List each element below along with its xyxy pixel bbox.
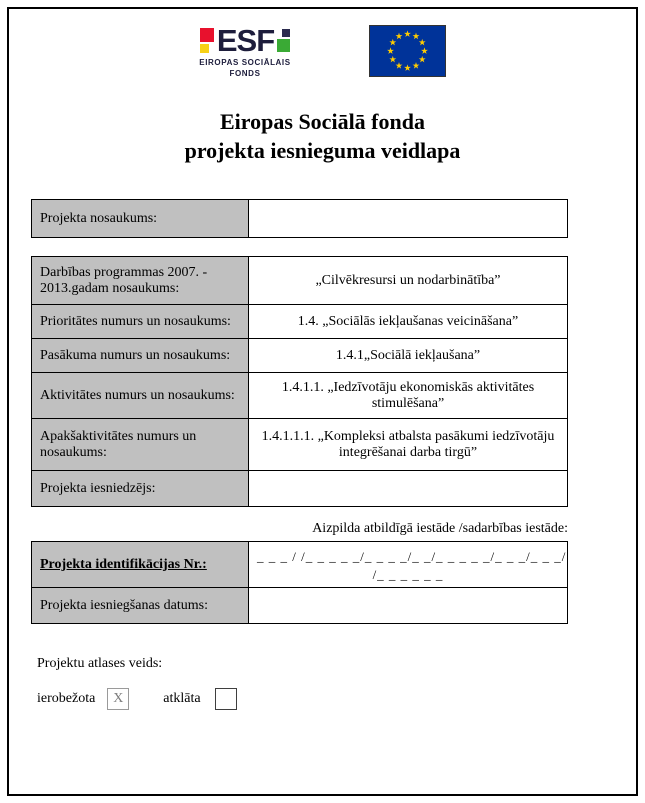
table-row (32, 373, 568, 419)
project-name-label: Projekta nosaukums: (32, 200, 249, 238)
submission-date-value (249, 588, 568, 624)
authority-table (31, 541, 568, 624)
restricted-checkbox[interactable]: X (107, 688, 129, 710)
form-title-line2: projekta iesnieguma veidlapa (184, 137, 461, 163)
esf-red-square-icon (200, 28, 214, 42)
form-title-line1: Eiropas Sociālā fonda (220, 109, 425, 134)
table-row (32, 471, 568, 507)
selection-type-row (37, 688, 636, 710)
project-id-blank-line1: _ _ _ / /_ _ _ _ _/_ _ _ _/_ _/_ _ _ _ _/_ _ _/_ _ _/ (257, 549, 567, 565)
open-option-label: atklāta (163, 691, 201, 707)
esf-subtitle-line1: EIROPAS SOCIĀLAIS (199, 58, 291, 67)
submission-date-label: Projekta iesniegšanas datums: (32, 588, 249, 624)
priority-value: 1.4. „Sociālās iekļaušanas veicināšana” (249, 305, 568, 339)
esf-wordmark: ESF (216, 23, 275, 58)
table-row (32, 305, 568, 339)
measure-label: Pasākuma numurs un nosaukums: (32, 339, 249, 373)
subactivity-value: 1.4.1.1.1. „Kompleksi atbalsta pasākumi iedzīvotāju integrēšanai darba tirgū” (249, 419, 568, 471)
applicant-label: Projekta iesniedzējs: (32, 471, 249, 507)
esf-subtitle-line2: FONDS (229, 69, 261, 78)
project-id-value (249, 542, 568, 588)
selection-type-title: Projektu atlases veids: (37, 656, 163, 672)
priority-label: Prioritātes numurs un nosaukums: (32, 305, 249, 339)
subactivity-label: Apakšaktivitātes numurs un nosaukums: (32, 419, 249, 471)
authority-fill-note: Aizpilda atbildīgā iestāde /sadarbības iestāde: (312, 521, 568, 537)
programme-label: Darbības programmas 2007. - 2013.gadam nosaukums: (32, 257, 249, 305)
activity-value: 1.4.1.1. „Iedzīvotāju ekonomiskās aktivitātes stimulēšana” (249, 373, 568, 419)
esf-green-square-icon (277, 39, 290, 52)
table-row (32, 419, 568, 471)
table-row (32, 339, 568, 373)
programme-value: „Cilvēkresursi un nodarbinātība” (249, 257, 568, 305)
table-row (32, 542, 568, 588)
esf-right-squares (277, 29, 290, 52)
table-row (32, 257, 568, 305)
measure-value: 1.4.1„Sociālā iekļaušana” (249, 339, 568, 373)
project-id-label: Projekta identifikācijas Nr.: (32, 542, 249, 588)
project-name-value (249, 200, 568, 238)
project-id-blank-line2: /_ _ _ _ _ _ (372, 566, 444, 582)
project-name-table (31, 199, 568, 238)
esf-yellow-square-icon (200, 44, 209, 53)
esf-left-squares (200, 28, 214, 53)
table-row (32, 588, 568, 624)
activity-label: Aktivitātes numurs un nosaukums: (32, 373, 249, 419)
header-logos (9, 25, 636, 78)
table-row (32, 200, 568, 238)
esf-dark-square-icon (282, 29, 290, 37)
esf-logo (199, 25, 290, 78)
open-checkbox[interactable] (215, 688, 237, 710)
eu-flag-icon (369, 25, 446, 77)
esf-logo-mark (199, 25, 290, 56)
restricted-option-label: ierobežota (37, 691, 96, 707)
programme-details-table (31, 256, 568, 507)
form-title (9, 108, 636, 165)
applicant-value (249, 471, 568, 507)
page-border-frame (7, 7, 638, 796)
